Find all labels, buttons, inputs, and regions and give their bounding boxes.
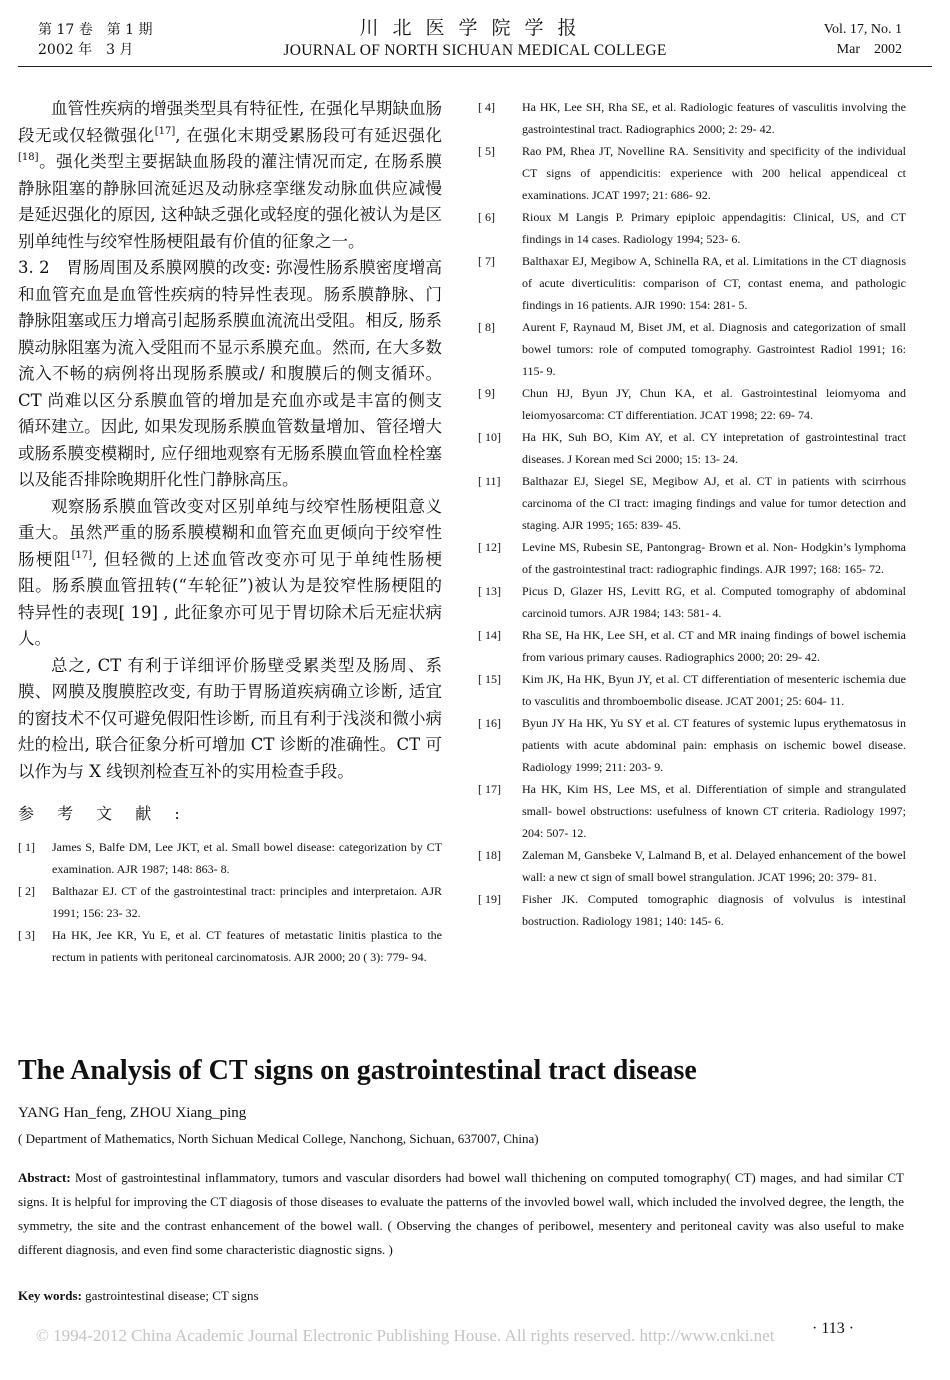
reference-item [18,836,442,880]
reference-number: [ 18] [478,848,501,862]
reference-number: [ 17] [478,782,501,796]
references-list-right [478,96,906,932]
reference-text: Rao PM, Rhea JT, Novelline RA. Sensitivity and specificity of the individual CT signs of appendicitis: experience with 200 helical appendiceal ct examinations. JCAT 1997; 21: 686- 92. [522,144,906,202]
reference-item [478,426,906,470]
reference-item [478,888,906,932]
reference-text: Rioux M Langis P. Primary epiploic appendagitis: Clinical, US, and CT findings in 14 cases. Radiology 1994; 523- 6. [522,210,906,246]
reference-text: Ha HK, Kim HS, Lee MS, et al. Differentiation of simple and strangulated small- bowel obstructions: usefulness of known CT criteria. Radiology 1997; 204: 507- 12. [522,782,906,840]
reference-item [478,382,906,426]
reference-text: Ha HK, Suh BO, Kim AY, et al. CY intepretation of gastrointestinal tract diseases. J Korean med Sci 2000; 15: 13- 24. [522,430,906,466]
keywords [18,1288,259,1304]
reference-number: [ 5] [478,144,495,158]
reference-item [478,206,906,250]
references-heading: 参 考 文 献 : [18,804,189,823]
reference-item [478,778,906,844]
reference-number: [ 16] [478,716,501,730]
reference-item [478,536,906,580]
reference-number: [ 9] [478,386,495,400]
reference-number: [ 11] [478,474,501,488]
right-column [478,96,906,932]
reference-number: [ 3] [18,928,35,942]
english-affiliation: ( Department of Mathematics, North Sichuan Medical College, Nanchong, Sichuan, 637007, China) [18,1131,539,1146]
header-volume-cn [38,20,153,60]
reference-item [478,96,906,140]
reference-number: [ 15] [478,672,501,686]
header-journal [250,16,700,62]
abstract [18,1166,904,1262]
header-volume-en [824,20,902,60]
reference-text: Balthazar EJ. CT of the gastrointestinal tract: principles and interpretaion. AJR 1991; 156: 23- 32. [52,884,442,920]
reference-item [478,668,906,712]
reference-item [478,580,906,624]
reference-text: Kim JK, Ha HK, Byun JY, et al. CT differentiation of mesenteric ischemia due to vasculitis and thromboembolic disease. JCAT 2001; 25: 604- 11. [522,672,906,708]
abstract-label: Abstract: [18,1170,71,1185]
date-en: Mar 2002 [836,42,902,57]
reference-item [478,624,906,668]
abstract-text: Most of gastrointestinal inflammatory, tumors and vascular disorders had bowel wall thichening on computed tomography( CT) mages, and had similar CT signs. It is helpful for improving the CT diagosis of those diseases to evaluate the patterns of the invovled bowel wall, which included the involved degree, the length, the symmetry, the site and the contrast enhancement of the bowel wall. ( Observing the changes of peribowel, mesentery and peritoneal cavity was also useful to make different diagnosis, and even find some characteristic diagnostic signs. ) [18,1170,904,1257]
volume-issue-en: Vol. 17, No. 1 [823,22,902,37]
header-rule [18,66,932,67]
reference-item [478,250,906,316]
date-cn: 2002 年 3 月 [38,42,134,58]
reference-item [478,470,906,536]
reference-text: James S, Balfe DM, Lee JKT, et al. Small bowel disease: categorization by CT examination. AJR 1987; 148: 863- 8. [52,840,442,876]
reference-text: Zaleman M, Gansbeke V, Lalmand B, et al. Delayed enhancement of the bowel wall: a new ct sign of small bowel strangulation. JCAT 1996; 20: 379- 81. [522,848,906,884]
reference-number: [ 2] [18,884,35,898]
left-column [18,96,442,968]
journal-name-en: JOURNAL OF NORTH SICHUAN MEDICAL COLLEGE [283,42,667,59]
reference-number: [ 13] [478,584,501,598]
reference-text: Byun JY Ha HK, Yu SY et al. CT features of systemic lupus erythematosus in patients with acute abdominal pain: emphasis on ischemic bowel disease. Radiology 1999; 211: 203- 9. [522,716,906,774]
reference-text: Rha SE, Ha HK, Lee SH, et al. CT and MR inaing findings of bowel ischemia from various primary causes. Radiographics 2000; 20: 29- 42. [522,628,906,664]
reference-number: [ 19] [478,892,501,906]
references-list-left [18,836,442,968]
page-number: · 113 · [812,1320,855,1337]
reference-item [18,924,442,968]
reference-item [478,316,906,382]
paragraph-1-text-c: 。强化类型主要据缺血肠段的灌注情况而定, 在肠系膜静脉阻塞的静脉回流延迟及动脉痉挛继发动脉血供应减慢是延迟强化的原因, 这种缺乏强化或轻度的强化被认为是区别单纯性与绞窄性肠梗阻最有价值的征象之一。 [18,152,442,251]
reference-text: Ha HK, Lee SH, Rha SE, et al. Radiologic features of vasculitis involving the gastrointestinal tract. Radiographics 2000; 2: 29- 42. [522,100,906,136]
reference-item [478,140,906,206]
paragraph-3 [18,494,442,653]
paragraph-1-text-b: , 在强化末期受累肠段可有延迟强化 [175,125,442,145]
paragraph-3-text-b: , 但轻微的上述血管改变亦可见于单纯性肠梗阻。肠系膜血管扭转(“车轮征”)被认为是狡窄性肠梗阻的特异性的表现[ 19] , 此征象亦可见于胃切除术后无症状病人。 [18,549,442,648]
citation-18: [18] [18,152,39,163]
english-authors: YANG Han_feng, ZHOU Xiang_ping [18,1105,247,1121]
reference-number: [ 10] [478,430,501,444]
reference-text: Levine MS, Rubesin SE, Pantongrag- Brown et al. Non- Hodgkin’s lymphoma of the gastrointestinal tract: radiographic findings. AJR 1997; 168: 165- 72. [522,540,906,576]
reference-text: Balthaxar EJ, Megibow A, Schinella RA, et al. Limitations in the CT diagnosis of acute diverticulitis: comparison of CT, contast enema, and pathologic findings in 16 patients. AJR 1990: 154: 281- 5. [522,254,906,312]
citation-17: [17] [154,125,176,137]
english-title: The Analysis of CT signs on gastrointestinal tract disease [18,1055,697,1086]
paragraph-1-text-a: 血管性疾病的增强类型具有特征性, 在强化早期缺血肠段无或仅轻微强化 [18,99,442,145]
reference-text: Balthazar EJ, Siegel SE, Megibow AJ, et al. CT in patients with scirrhous carcinoma of the CI tract: imaging findings and value for tumor detection and staging. AJR 1995; 165: 839- 45. [522,474,906,532]
reference-item [478,844,906,888]
volume-issue-cn: 第 17 卷 第 1 期 [38,22,153,38]
copyright-watermark: © 1994-2012 China Academic Journal Electronic Publishing House. All rights reserved. http://www.cnki.net [36,1326,775,1345]
paragraph-4: 总之, CT 有利于详细评价肠壁受累类型及肠周、系膜、网膜及腹膜腔改变, 有助于胃肠道疾病确立诊断, 适宜的窗技术不仅可避免假阳性诊断, 而且有利于浅淡和微小病灶的检出, 联合征象分析可增加 CT 诊断的准确性。CT 可以作为与 X 线钡剂检查互补的实用检查手段。 [18,655,442,781]
reference-number: [ 6] [478,210,495,224]
journal-name-cn: 川北医学院学报 [359,17,591,39]
keywords-text: gastrointestinal disease; CT signs [81,1288,259,1303]
citation-17b: [17] [71,549,93,561]
reference-text: Chun HJ, Byun JY, Chun KA, et al. Gastrointestinal leiomyoma and leiomyosarcoma: CT differentiation. JCAT 1998; 22: 69- 74. [522,386,906,422]
reference-number: [ 1] [18,840,35,854]
reference-text: Fisher JK. Computed tomographic diagnosis of volvulus is intestinal bostruction. Radiology 1981; 140: 145- 6. [522,892,906,928]
paragraph-1 [18,96,442,255]
paragraph-3-text-a: 观察肠系膜血管改变对区别单纯与绞窄性肠梗阻意义重大。虽然严重的肠系膜模糊和血管充血更倾向于绞窄性肠梗阻 [18,496,442,569]
reference-item [478,712,906,778]
reference-number: [ 4] [478,100,495,114]
keywords-label: Key words: [18,1288,82,1303]
reference-text: Aurent F, Raynaud M, Biset JM, et al. Diagnosis and categorization of small bowel tumors: role of computed tomography. Gastrointest Radiol 1991; 16: 115- 9. [522,320,906,378]
reference-number: [ 12] [478,540,501,554]
reference-text: Ha HK, Jee KR, Yu E, et al. CT features of metastatic linitis plastica to the rectum in patients with peritoneal carcinomatosis. AJR 2000; 20 ( 3): 779- 94. [52,928,442,964]
paragraph-2: 3. 2 胃肠周围及系膜网膜的改变: 弥漫性肠系膜密度增高和血管充血是血管性疾病的特异性表现。肠系膜静脉、门静脉阻塞或压力增高引起肠系膜血流流出受阻。相反, 肠系膜动脉阻塞为流入受阻而不显示系膜充血。然而, 在大多数流入不畅的病例将出现肠系膜或/ 和腹膜后的侧支循环。CT 尚难以区分系膜血管的增加是充血亦或是丰富的侧支循环建立。因此, 如果发现肠系膜血管数量增加、管径增大或肠系膜变模糊时, 应仔细地观察有无肠系膜血管血栓栓塞以及能否排除晚期肝化性门静脉高压。 [18,258,442,489]
reference-item [18,880,442,924]
reference-text: Picus D, Glazer HS, Levitt RG, et al. Computed tomography of abdominal carcinoid tumors. AJR 1984; 143: 581- 4. [522,584,906,620]
reference-number: [ 7] [478,254,495,268]
reference-number: [ 14] [478,628,501,642]
reference-number: [ 8] [478,320,495,334]
